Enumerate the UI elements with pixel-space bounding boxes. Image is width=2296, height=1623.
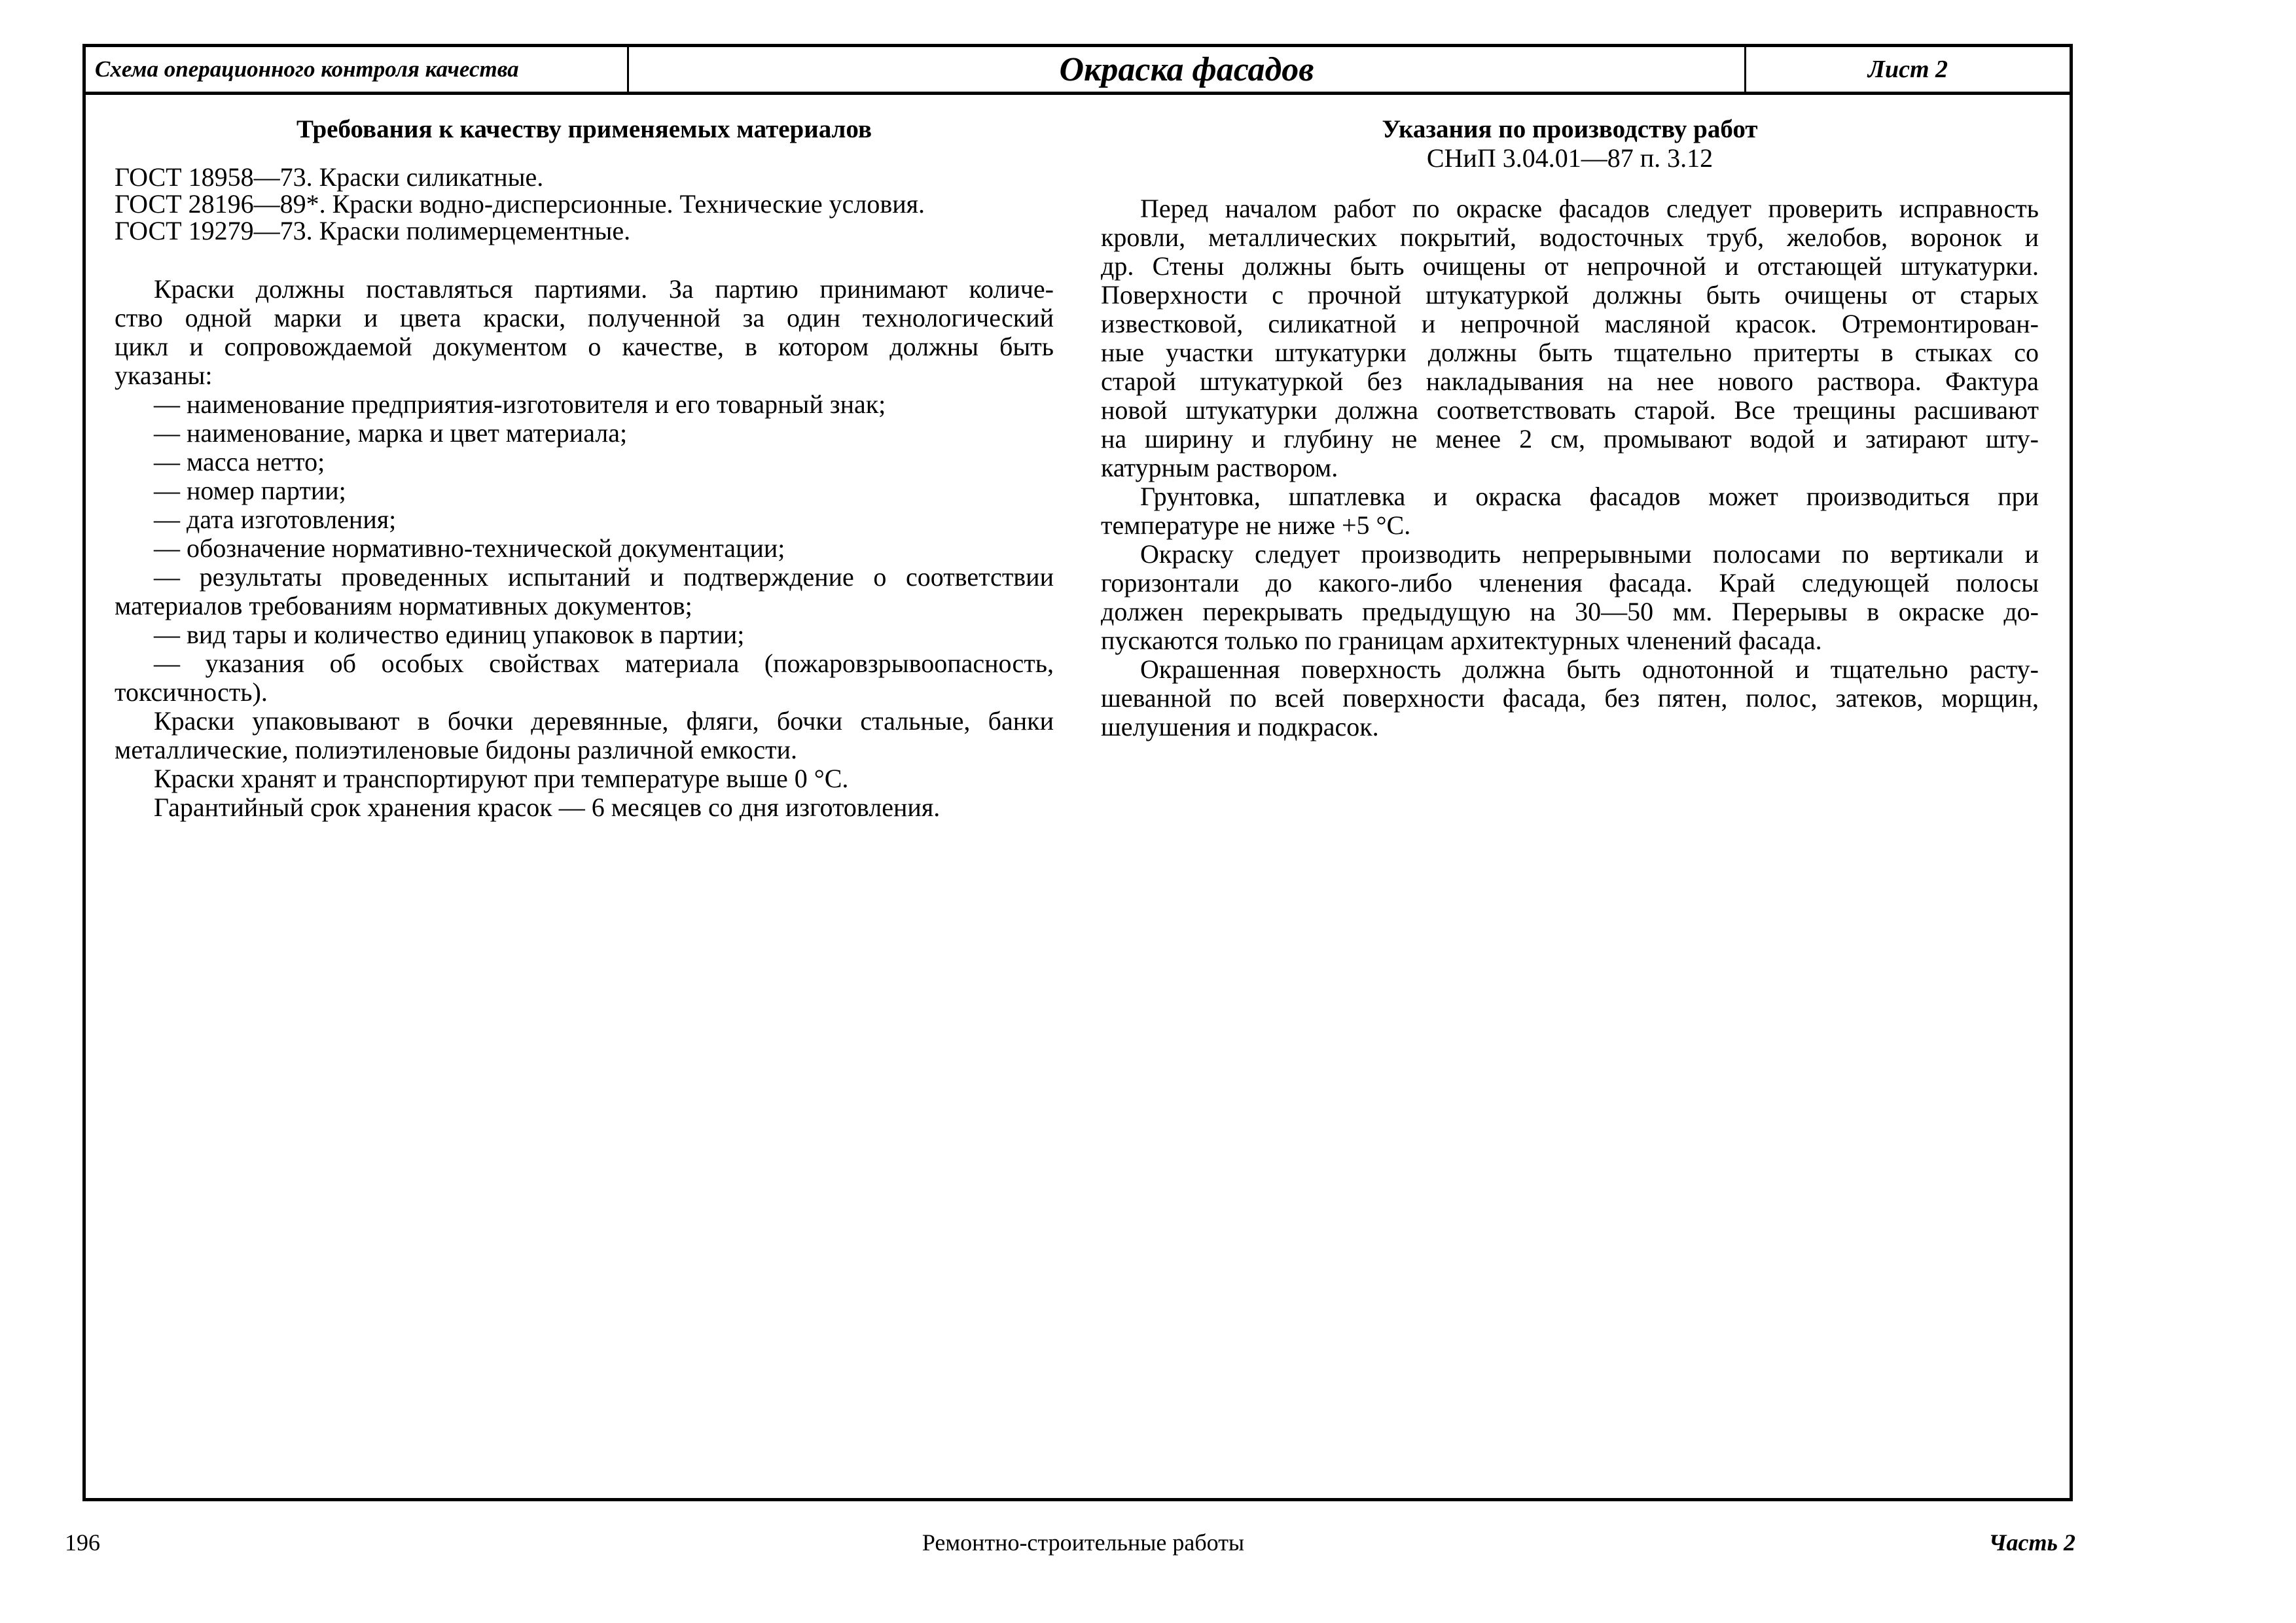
page-number: 196 bbox=[65, 1529, 100, 1556]
text-line: должен перекрывать предыдущую на 30—50 мм. Перерывы в окраске до- bbox=[1101, 597, 2039, 626]
paragraph bbox=[1101, 655, 2039, 741]
standard-item: ГОСТ 18958—73. Краски силикатные. bbox=[115, 162, 544, 192]
text-line: Краски хранят и транспортируют при температуре выше 0 °С. bbox=[154, 764, 849, 793]
text-line: др. Стены должны быть очищены от непрочной и отстающей штукатурки. bbox=[1101, 251, 2039, 281]
text-line: Окраску следует производить непрерывными полосами по вертикали и bbox=[1140, 539, 2039, 569]
text-line: шеванной по всей поверхности фасада, без пятен, полос, затеков, морщин, bbox=[1101, 683, 2039, 713]
paragraph bbox=[1101, 482, 2039, 540]
text-line: новой штукатурки должна соответствовать старой. Все трещины расшивают bbox=[1101, 395, 2039, 425]
paragraph bbox=[115, 275, 1054, 390]
paragraph bbox=[115, 620, 1054, 649]
text-line: Перед началом работ по окраске фасадов следует проверить исправность bbox=[1140, 194, 2039, 223]
paragraph bbox=[115, 707, 1054, 764]
text-line: цикл и сопровождаемой документом о качестве, в котором должны быть bbox=[115, 332, 1054, 361]
paragraph bbox=[115, 764, 1054, 793]
text-line: Краски упаковывают в бочки деревянные, фляги, бочки стальные, банки bbox=[154, 706, 1054, 736]
text-line: — обозначение нормативно-технической документации; bbox=[154, 533, 785, 563]
text-line: на ширину и глубину не менее 2 см, промывают водой и затирают шту- bbox=[1101, 424, 2039, 454]
book-title: Ремонтно-строительные работы bbox=[922, 1529, 1245, 1556]
text-line: известковой, силикатной и непрочной масляной красок. Отремонтирован- bbox=[1101, 309, 2039, 338]
book-part: Часть 2 bbox=[1988, 1529, 2075, 1556]
paragraph bbox=[115, 505, 1054, 534]
text-line: материалов требованиям нормативных документов; bbox=[115, 591, 692, 620]
instructions-reference: СНиП 3.04.01—87 п. 3.12 bbox=[1426, 143, 1713, 173]
paragraph bbox=[115, 563, 1054, 620]
materials-heading: Требования к качеству применяемых материалов bbox=[296, 115, 872, 143]
materials-body bbox=[115, 275, 1054, 822]
text-line: Окрашенная поверхность должна быть однотонной и тщательно расту- bbox=[1140, 654, 2039, 684]
paragraph bbox=[115, 448, 1054, 476]
text-line: ные участки штукатурки должны быть тщательно притерты в стыках со bbox=[1101, 338, 2039, 367]
text-line: указаны: bbox=[115, 361, 213, 390]
text-line: — результаты проведенных испытаний и подтверждение о соответствии bbox=[154, 562, 1054, 592]
paragraph bbox=[115, 649, 1054, 707]
title-block bbox=[86, 47, 2070, 95]
text-line: металлические, полиэтиленовые бидоны различной емкости. bbox=[115, 735, 797, 764]
text-line: — наименование, марка и цвет материала; bbox=[154, 418, 628, 448]
sheet-number: Лист 2 bbox=[1867, 56, 1948, 83]
text-line: температуре не ниже +5 °С. bbox=[1101, 510, 1411, 540]
scheme-label: Схема операционного контроля качества bbox=[86, 47, 629, 92]
text-line: токсичность). bbox=[115, 677, 268, 707]
paragraph bbox=[115, 793, 1054, 822]
text-line: — масса нетто; bbox=[154, 447, 325, 476]
standards-list bbox=[115, 164, 1054, 244]
text-line: — номер партии; bbox=[154, 476, 346, 505]
paragraph bbox=[115, 390, 1054, 419]
text-line: — наименование предприятия-изготовителя и его товарный знак; bbox=[154, 389, 886, 419]
materials-requirements-column bbox=[115, 115, 1054, 822]
paragraph bbox=[115, 419, 1054, 448]
text-line: катурным раствором. bbox=[1101, 453, 1338, 482]
standard-item: ГОСТ 19279—73. Краски полимерцементные. bbox=[115, 216, 631, 245]
text-line: Грунтовка, шпатлевка и окраска фасадов может производиться при bbox=[1140, 482, 2039, 511]
text-line: пускаются только по границам архитектурных членений фасада. bbox=[1101, 626, 1822, 655]
paragraph bbox=[1101, 194, 2039, 482]
text-line: — указания об особых свойствах материала (пожаровзрывоопасность, bbox=[154, 649, 1054, 678]
paragraph bbox=[1101, 540, 2039, 655]
text-line: Краски должны поставляться партиями. За партию принимают количе- bbox=[154, 274, 1054, 304]
text-line: ство одной марки и цвета краски, полученной за один технологический bbox=[115, 303, 1054, 332]
text-line: шелушения и подкрасок. bbox=[1101, 712, 1379, 741]
paragraph bbox=[115, 534, 1054, 563]
text-line: — вид тары и количество единиц упаковок в партии; bbox=[154, 620, 745, 649]
paragraph bbox=[115, 476, 1054, 505]
instructions-heading: Указания по производству работ bbox=[1382, 115, 1758, 143]
text-line: кровли, металлических покрытий, водосточных труб, желобов, воронок и bbox=[1101, 223, 2039, 252]
text-line: горизонтали до какого-либо членения фасада. Край следующей полосы bbox=[1101, 568, 2039, 597]
work-instructions-column bbox=[1101, 115, 2039, 741]
text-line: — дата изготовления; bbox=[154, 505, 397, 534]
instructions-body bbox=[1101, 194, 2039, 741]
text-line: старой штукатуркой без накладывания на нее нового раствора. Фактура bbox=[1101, 366, 2039, 396]
text-line: Поверхности с прочной штукатуркой должны быть очищены от старых bbox=[1101, 280, 2039, 310]
standard-item: ГОСТ 28196—89*. Краски водно-дисперсионные. Технические условия. bbox=[115, 189, 925, 219]
text-line: Гарантийный срок хранения красок — 6 месяцев со дня изготовления. bbox=[154, 793, 941, 822]
sheet-title: Окраска фасадов bbox=[629, 47, 1746, 92]
